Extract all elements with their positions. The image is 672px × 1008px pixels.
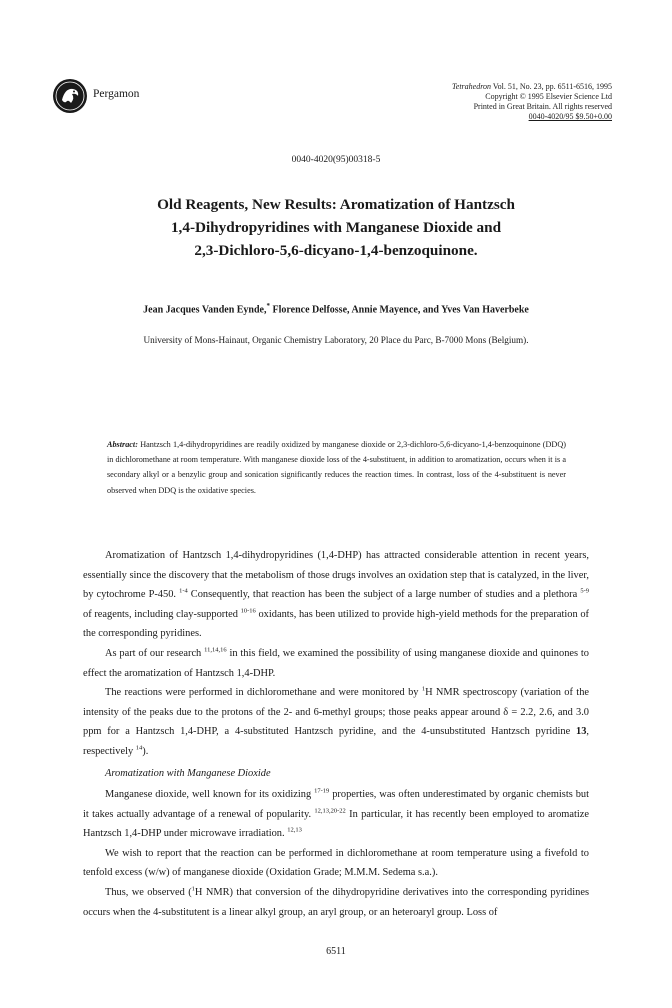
paragraph: We wish to report that the reaction can be performed in dichloromethane at room temperature using a fivefold to tenfold excess (w/w) of manganese dioxide (Oxidation Grade; M.M.M. Sedema s.a.). [83,847,589,879]
journal-name: Tetrahedron [452,82,492,91]
title-line: Old Reagents, New Results: Aromatization of Hantzsch [157,196,515,213]
introduction [83,546,589,762]
abstract-text: Hantzsch 1,4-dihydropyridines are readily oxidized by manganese dioxide or 2,3-dichloro-5,6-dicyano-1,4-benzoquinone (DDQ) in dichloromethane at room temperature. With manganese dioxide loss of the 4-substituent, in addition to aromatization, occurs when it is a secondary alkyl or a benzylic group and sonication significantly reduces the reaction times. In contrast, loss of the 4-substituent is never observed when DDQ is the oxidative species. [107,440,566,495]
author-list [40,302,632,315]
pergamon-logo-icon [52,78,88,114]
compound-number: 13 [576,726,587,738]
paragraph [83,683,589,761]
section-heading: Aromatization with Manganese Dioxide [105,768,271,779]
text-run: properties, was often underestimated by organic chemists but it takes actually advantage of a renewal of popularity. [83,789,589,820]
text-run: In particular, it has recently been employed to aromatize Hantzsch 1,4-DHP under microwave irradiation. [83,808,589,840]
citation-ref: 14 [135,744,143,752]
citation-ref: 17-19 [314,787,330,795]
citation-ref: 1-4 [179,587,188,595]
citation-line [452,82,612,92]
paragraph [83,883,589,922]
title-line: 2,3-Dichloro-5,6-dicyano-1,4-benzoquinone. [194,242,478,259]
citation-ref: 12,13,20-22 [314,807,346,815]
page-number: 6511 [326,946,346,957]
text-run: Aromatization of Hantzsch 1,4-dihydropyridines (1,4-DHP) has attracted considerable attention in recent years, essentially since the discovery that the metabolism of those drugs involves an oxidation step that is catalyzed, in the liver, by cytochrome P-450. [83,550,589,601]
paragraph [83,644,589,683]
citation-ref: 11,14,16 [204,646,227,654]
text-run: , respectively [83,726,589,757]
text-run: Thus, we observed ( [105,886,192,898]
text-run: ). [142,745,149,757]
first-author: Jean Jacques Vanden Eynde, [143,304,267,316]
paragraph [83,546,589,644]
citation-ref: 10-16 [240,607,256,615]
nmr-superscript: 1 [191,885,195,893]
text-run: H NMR) that conversion of the dihydropyridine derivatives into the corresponding pyridines occurs when the 4-substitutent is a linear alkyl group, an aryl group, or an heteroaryl group. Loss of [83,886,589,918]
abstract [107,437,566,498]
text-run: As part of our research [105,647,205,659]
abstract-label: Abstract: [107,440,138,449]
article-code: 0040-4020(95)00318-5 [291,155,381,165]
copyright-line: Copyright © 1995 Elsevier Science Ltd [485,92,612,101]
text-run: H NMR spectroscopy (variation of the intensity of the peaks due to the protons of the 2- and 6-methyl groups; those peaks appear around δ = 2.2, 2.6, and 3.0 ppm for a Hantzsch 1,4-DHP, a 4-substituted Hantzsch pyridine, and the 4-unsubstituted Hantzsch pyridine [83,687,589,738]
section-body [83,785,589,922]
text-run: in this field, we examined the possibility of using manganese dioxide and quinones to effect the aromatization of Hantzsch 1,4-DHP. [83,647,589,679]
article-title [60,193,612,262]
citation-ref: 12,13 [287,826,302,834]
corresponding-author-mark: * [266,302,270,310]
affiliation: University of Mons-Hainaut, Organic Chemistry Laboratory, 20 Place du Parc, B-7000 Mons (Belgium). [143,335,529,345]
text-run: Manganese dioxide, well known for its oxidizing [105,789,315,800]
text-run: Consequently, that reaction has been the subject of a large number of studies and a plethora [187,589,581,601]
nmr-superscript: 1 [421,685,426,693]
journal-citation [452,82,612,122]
printed-line: Printed in Great Britain. All rights reserved [473,102,612,111]
title-line: 1,4-Dihydropyridines with Manganese Dioxide and [170,219,502,236]
text-run: oxidants, has been utilized to provide high-yield methods for the preparation of the corresponding pyridines. [83,608,589,640]
citation-ref: 5-9 [580,587,589,595]
journal-volume: Vol. 51, No. 23, pp. 6511-6516, 1995 [492,82,612,91]
publisher-name: Pergamon [93,88,140,100]
other-authors: Florence Delfosse, Annie Mayence, and Yves Van Haverbeke [270,304,529,316]
text-run: The reactions were performed in dichloromethane and were monitored by [105,687,422,699]
price-code-line: 0040-4020/95 $9.50+0.00 [528,112,612,121]
paragraph [83,785,589,844]
text-run: of reagents, including clay-supported [83,608,241,620]
